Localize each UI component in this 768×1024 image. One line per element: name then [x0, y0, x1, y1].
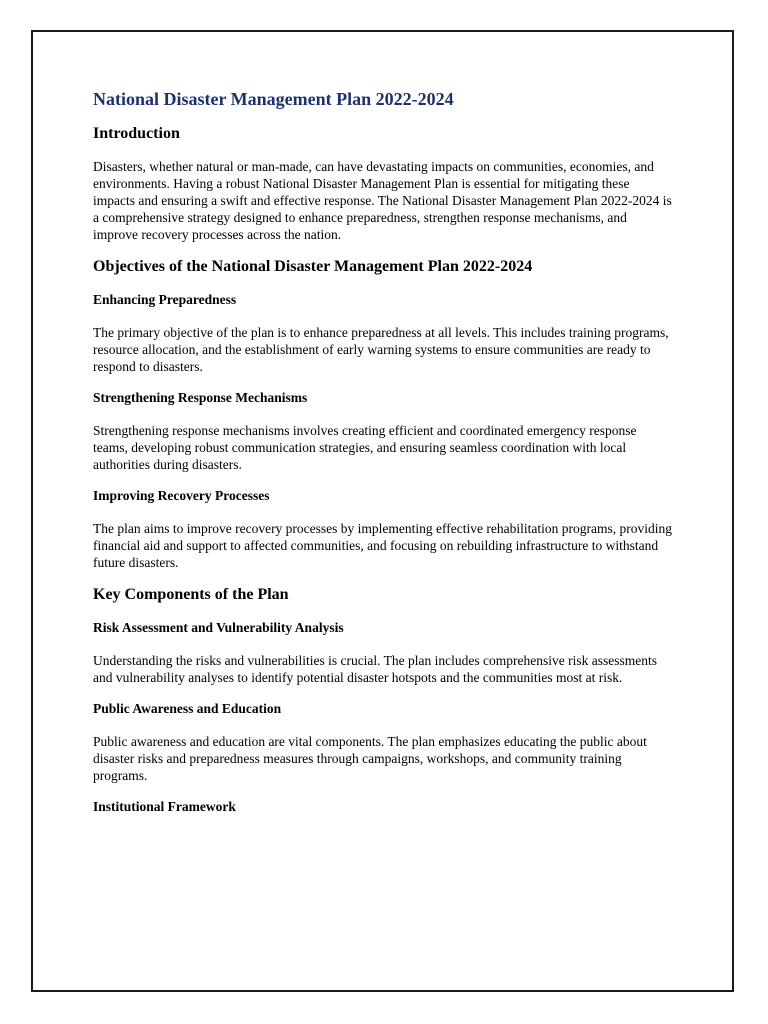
document-title: National Disaster Management Plan 2022-2024	[93, 89, 454, 109]
subheading-enhancing-preparedness: Enhancing Preparedness	[93, 292, 237, 307]
paragraph-strengthening-response: Strengthening response mechanisms involves creating efficient and coordinated emergency response teams, developing robust communication strategies, and ensuring seamless coordination with local authorities during disasters.	[93, 423, 637, 472]
section-heading-introduction: Introduction	[93, 125, 180, 142]
paragraph-public-awareness: Public awareness and education are vital components. The plan emphasizes educating the public about disaster risks and preparedness measures through campaigns, workshops, and community training programs.	[93, 734, 647, 783]
paragraph-enhancing-preparedness: The primary objective of the plan is to enhance preparedness at all levels. This includes training programs, resource allocation, and the establishment of early warning systems to ensure communities are ready to respond to disasters.	[93, 325, 669, 374]
section-heading-key-components: Key Components of the Plan	[93, 586, 289, 603]
subheading-risk-assessment: Risk Assessment and Vulnerability Analysis	[93, 620, 344, 635]
document-page	[31, 30, 734, 992]
subheading-improving-recovery: Improving Recovery Processes	[93, 488, 270, 503]
introduction-paragraph: Disasters, whether natural or man-made, can have devastating impacts on communities, economies, and environments. Having a robust National Disaster Management Plan is essential for mitigating these impacts and ensuring a swift and effective response. The National Disaster Management Plan 2022-2024 is a comprehensive strategy designed to enhance preparedness, strengthen response mechanisms, and improve recovery processes across the nation.	[93, 159, 672, 242]
section-heading-objectives: Objectives of the National Disaster Management Plan 2022-2024	[93, 258, 533, 275]
subheading-institutional-framework: Institutional Framework	[93, 799, 236, 814]
subheading-strengthening-response: Strengthening Response Mechanisms	[93, 390, 308, 405]
paragraph-risk-assessment: Understanding the risks and vulnerabilities is crucial. The plan includes comprehensive risk assessments and vulnerability analyses to identify potential disaster hotspots and the communities most at risk.	[93, 653, 657, 685]
document-content	[93, 88, 673, 831]
subheading-public-awareness: Public Awareness and Education	[93, 701, 282, 716]
paragraph-improving-recovery: The plan aims to improve recovery processes by implementing effective rehabilitation programs, providing financial aid and support to affected communities, and focusing on rebuilding infrastructure to withstand future disasters.	[93, 521, 672, 570]
